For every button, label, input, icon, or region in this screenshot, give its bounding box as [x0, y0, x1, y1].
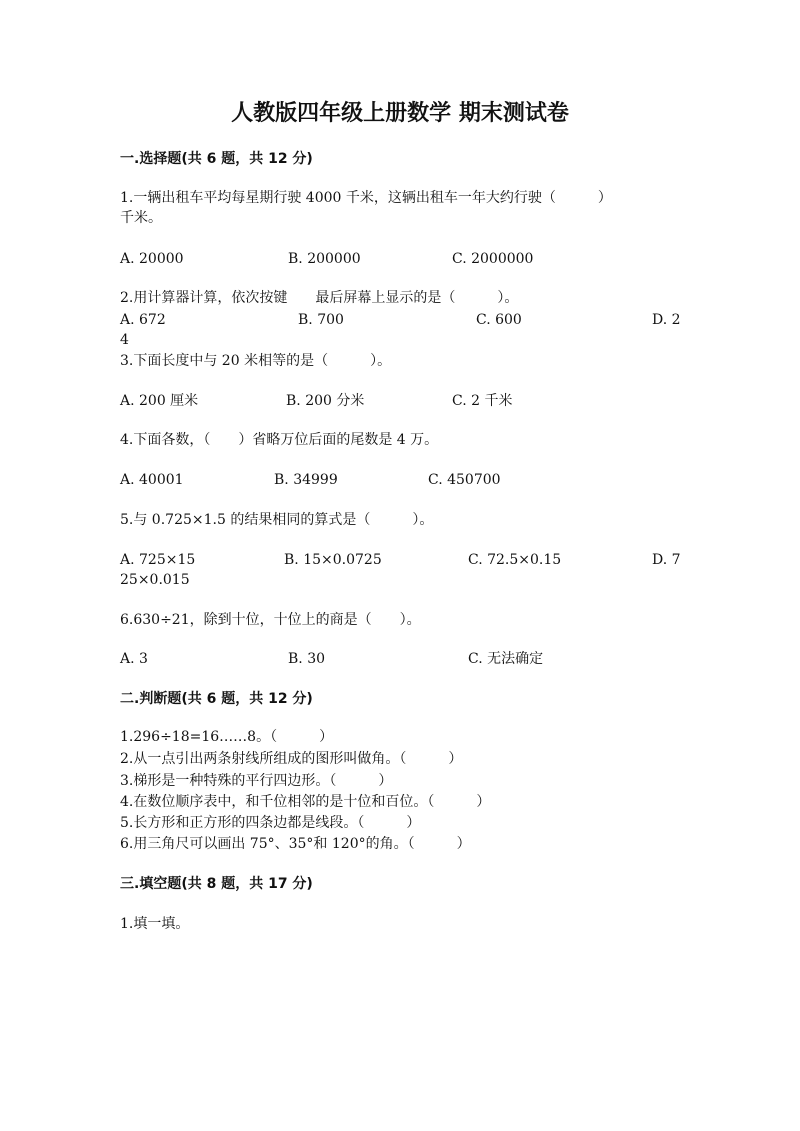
- question-2-text: 2.用计算器计算，依次按键 最后屏幕上显示的是（ ）。: [120, 290, 519, 306]
- question-3-option-b: B. 200 分米: [286, 393, 365, 409]
- question-5-option-c: C. 72.5×0.15: [468, 552, 562, 568]
- question-4-option-b: B. 34999: [274, 472, 338, 488]
- question-2-option-b: B. 700: [298, 312, 344, 328]
- question-3-text: 3.下面长度中与 20 米相等的是（ ）。: [120, 353, 392, 369]
- question-5-option-b: B. 15×0.0725: [284, 552, 382, 568]
- fill-item-1: 1.填一填。: [120, 916, 190, 932]
- question-2-option-a: A. 672: [120, 312, 166, 328]
- question-5-option-wrap: 25×0.015: [120, 572, 190, 588]
- question-1-option-b: B. 200000: [288, 251, 361, 267]
- judgement-item-2: 2.从一点引出两条射线所组成的图形叫做角。（ ）: [120, 751, 463, 767]
- section-heading-fill: 三.填空题(共 8 题，共 17 分): [120, 876, 313, 892]
- question-6-option-b: B. 30: [288, 651, 326, 667]
- question-3-option-a: A. 200 厘米: [120, 393, 199, 409]
- question-2-option-wrap: 4: [120, 332, 129, 348]
- question-1-option-c: C. 2000000: [452, 251, 534, 267]
- question-1-option-a: A. 20000: [120, 251, 184, 267]
- question-4-option-a: A. 40001: [120, 472, 184, 488]
- judgement-item-1: 1.296÷18=16……8。（ ）: [120, 729, 334, 745]
- question-5-option-d: D. 7: [652, 552, 681, 568]
- judgement-item-6: 6.用三角尺可以画出 75°、35°和 120°的角。（ ）: [120, 836, 471, 852]
- question-4-option-c: C. 450700: [428, 472, 501, 488]
- question-3-option-c: C. 2 千米: [452, 393, 513, 409]
- question-6-option-a: A. 3: [120, 651, 148, 667]
- question-5-option-a: A. 725×15: [120, 552, 196, 568]
- question-2-option-c: C. 600: [476, 312, 522, 328]
- judgement-item-4: 4.在数位顺序表中，和千位相邻的是十位和百位。（ ）: [120, 794, 491, 810]
- question-6-option-c: C. 无法确定: [468, 651, 544, 667]
- judgement-item-3: 3.梯形是一种特殊的平行四边形。（ ）: [120, 773, 393, 789]
- question-1-text-cont: 千米。: [120, 210, 162, 226]
- question-2-option-d: D. 2: [652, 312, 681, 328]
- question-6-text: 6.630÷21，除到十位，十位上的商是（ ）。: [120, 612, 421, 628]
- page-title: 人教版四年级上册数学 期末测试卷: [231, 101, 569, 126]
- section-heading-judgement: 二.判断题(共 6 题，共 12 分): [120, 691, 313, 707]
- question-5-text: 5.与 0.725×1.5 的结果相同的算式是（ ）。: [120, 512, 434, 528]
- question-4-text: 4.下面各数，（ ）省略万位后面的尾数是 4 万。: [120, 432, 439, 448]
- question-1-text: 1.一辆出租车平均每星期行驶 4000 千米，这辆出租车一年大约行驶（ ）: [120, 190, 612, 206]
- section-heading-choice: 一.选择题(共 6 题，共 12 分): [120, 151, 313, 167]
- judgement-item-5: 5.长方形和正方形的四条边都是线段。（ ）: [120, 815, 421, 831]
